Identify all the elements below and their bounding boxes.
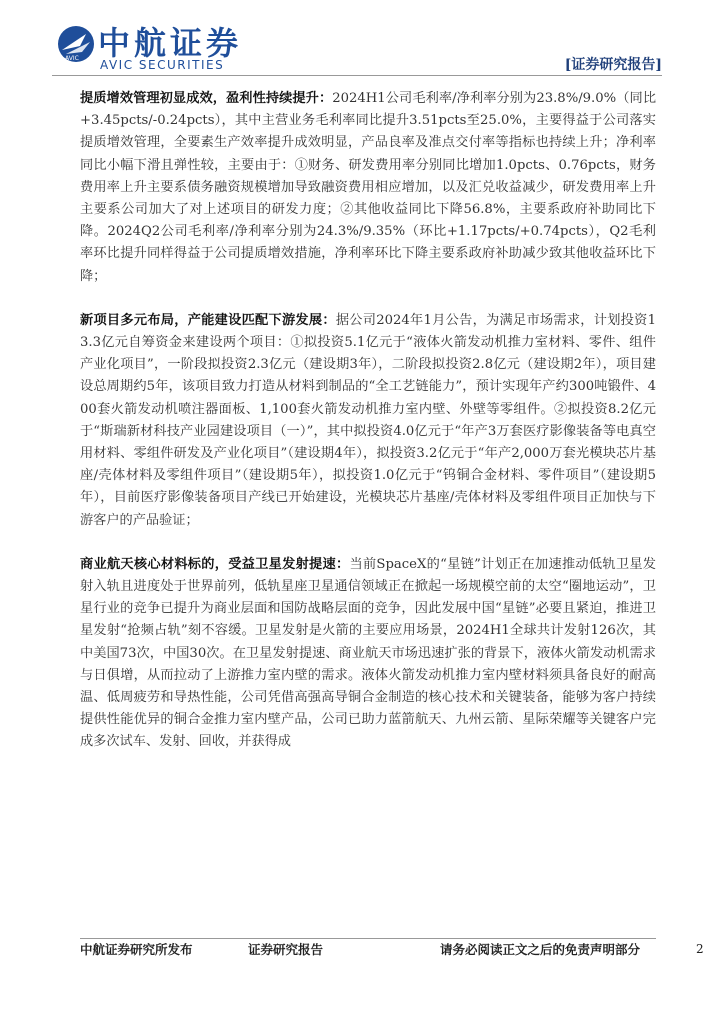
paragraph-profitability <box>80 88 656 288</box>
svg-text:AVIC: AVIC <box>65 55 79 62</box>
header-divider <box>52 75 662 76</box>
paragraph-text: 据公司2024年1月公告，为满足市场需求，计划投资13.3亿元自筹资金来建设两个项目：①拟投资5.1亿元于“液体火箭发动机推力室材料、零件、组件产业化项目”，一阶段拟投资2.3亿元（建设期3年），二阶段拟投资2.8亿元（建设期2年），项目建设总周期约5年，该项目致力打造从材料到制品的“全工艺链能力”，预计实现年产约300吨锻件、400套火箭发动机喷注器面板、1,100套火箭发动机推力室内壁、外壁等零组件。②拟投资8.2亿元于“斯瑞新材科技产业园建设项目（一）”，其中拟投资4.0亿元于“年产3万套医疗影像装备等电真空用材料、零组件研发及产业化项目”（建设期4年），拟投资3.2亿元于“年产2,000万套光模块芯片基座/壳体材料及零组件项目”（建设期5年），拟投资1.0亿元于“钨铜合金材料、零件项目”（建设期5年），目前医疗影像装备项目产线已开始建设，光模块芯片基座/壳体材料及零组件项目正加快与下游客户的产品验证； <box>80 312 657 528</box>
logo-english-name: AVIC SECURITIES <box>100 58 225 72</box>
paragraph-lead: 提质增效管理初显成效，盈利性持续提升： <box>80 91 333 106</box>
paragraph-lead: 商业航天核心材料标的，受益卫星发射提速： <box>80 556 350 572</box>
avic-wing-logo-icon <box>56 24 96 64</box>
document-body <box>80 88 656 776</box>
page-number: 2 <box>696 942 704 956</box>
logo-chinese-name: 中航证券 <box>98 24 243 62</box>
paragraph-text: 当前SpaceX的“星链”计划正在加速推动低轨卫星发射入轨且进度处于世界前列，低轨星座卫星通信领域正在掀起一场规模空前的太空“圈地运动”，卫星行业的竞争已提升为商业层面和国防战略层面的竞争，因此发展中国“星链”必要且紧迫，推进卫星发射“抢频占轨”刻不容缓。卫星发射是火箭的主要应用场景，2024H1全球共计发射126次，其中美国73次，中国30次。在卫星发射提速、商业航天市场迅速扩张的背景下，液体火箭发动机需求与日俱增，从而拉动了上游推力室内壁的需求。液体火箭发动机推力室内壁材料须具备良好的耐高温、低周疲劳和导热性能，公司凭借高强高导铜合金制造的核心技术和关键装备，能够为客户持续提供性能优异的铜合金推力室内壁产品，公司已助力蓝箭航天、九州云箭、星际荣耀等关键客户完成多次试车、发射、回收，并获得成 <box>80 556 656 750</box>
paragraph-commercial-space <box>80 554 656 754</box>
page-header <box>52 18 662 74</box>
footer-publisher: 中航证券研究所发布 <box>80 942 193 957</box>
company-logo <box>52 18 312 74</box>
report-type-tag: [证券研究报告] <box>564 57 662 73</box>
footer-disclaimer-note: 请务必阅读正文之后的免责声明部分 <box>440 942 641 957</box>
footer-divider <box>80 938 656 939</box>
page-footer <box>80 940 704 960</box>
paragraph-text: 2024H1公司毛利率/净利率分别为23.8%/9.0%（同比+3.45pcts/-0.24pcts），其中主营业务毛利率同比提升3.51pcts至25.0%，主要得益于公司落实提质增效管理，全要素生产效率提升成效明显，产品良率及准点交付率等指标也持续上升；净利率同比小幅下滑且弹性较，主要由于：①财务、研发费用率分别同比增加1.0pcts、0.76pcts，财务费用率上升主要系债务融资规模增加导致融资费用相应增加，以及汇兑收益减少，研发费用率上升主要系公司加大了对上述项目的研发力度；②其他收益同比下降56.8%，主要系政府补助同比下降。2024Q2公司毛利率/净利率分别为24.3%/9.35%（环比+1.17pcts/+0.74pcts），Q2毛利率环比提升同样得益于公司提质增效措施，净利率环比下降主要系政府补助减少致其他收益环比下降； <box>80 91 657 284</box>
footer-report-type: 证券研究报告 <box>248 942 324 957</box>
paragraph-lead: 新项目多元布局，产能建设匹配下游发展： <box>80 312 336 328</box>
paragraph-new-projects <box>80 310 656 532</box>
